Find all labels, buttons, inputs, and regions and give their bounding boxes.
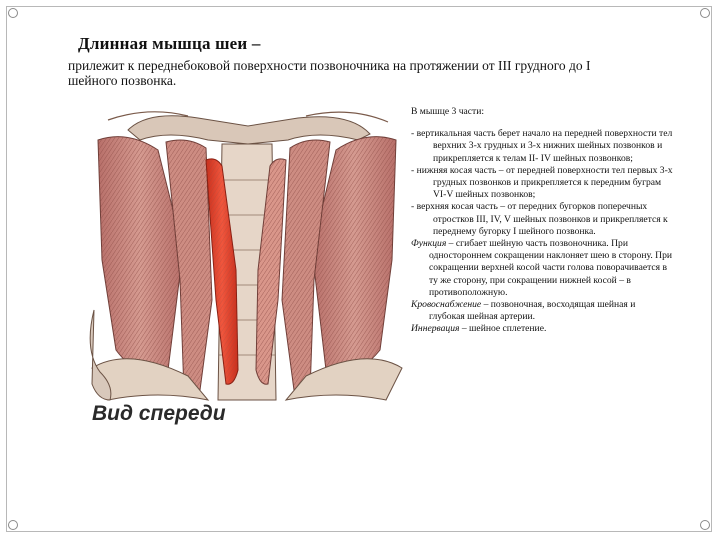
corner-ornament <box>700 520 710 530</box>
slide-subtitle: прилежит к переднебоковой поверхности позвоночника на протяжении от III грудного до I шейного позвонка. <box>68 58 591 88</box>
part-vertical: - вертикальная часть берет начало на передней поверхности тел верхних 3-х грудных и 3-х нижних шейных позвонков и прикрепляется к телам II- IV шейных позвонков; <box>411 128 673 164</box>
figure-caption: Вид спереди <box>92 402 226 425</box>
corner-ornament <box>700 8 710 18</box>
part-upper-oblique: - верхняя косая часть – от передних бугорков поперечных отростков III, IV, V шейных позвонков и прикрепляется к переднему бугорку I шейного позвонка. <box>411 201 668 237</box>
innervation-label: Иннервация <box>411 323 460 335</box>
function-text: – сгибает шейную часть позвоночника. При одностороннем сокращении наклоняет шею в сторону. При сокращении верхней косой части голова поворачивается в ту же сторону, при сокращении нижней косой – в противоположную. <box>429 238 673 298</box>
innervation-text: – шейное сплетение. <box>459 323 547 335</box>
part-lower-oblique: - нижняя косая часть – от передней поверхности тел первых 3-х грудных позвонков и прикрепляется к передним буграм VI-V шейных позвонков; <box>411 164 673 201</box>
blood-supply-label: Кровоснабжение <box>411 299 482 311</box>
slide-title: Длинная мышца шеи – <box>78 34 261 53</box>
innervation-paragraph <box>411 323 673 335</box>
corner-ornament <box>8 8 18 18</box>
description-panel <box>411 106 673 336</box>
corner-ornament <box>8 520 18 530</box>
parts-intro: В мышце 3 части: <box>411 106 485 117</box>
blood-supply-text: – позвоночная, восходящая шейная и глубокая шейная артерии. <box>429 299 636 323</box>
function-paragraph <box>411 238 673 299</box>
anatomy-illustration <box>88 100 406 438</box>
function-label: Функция <box>411 238 447 250</box>
blood-supply-paragraph <box>411 299 673 323</box>
